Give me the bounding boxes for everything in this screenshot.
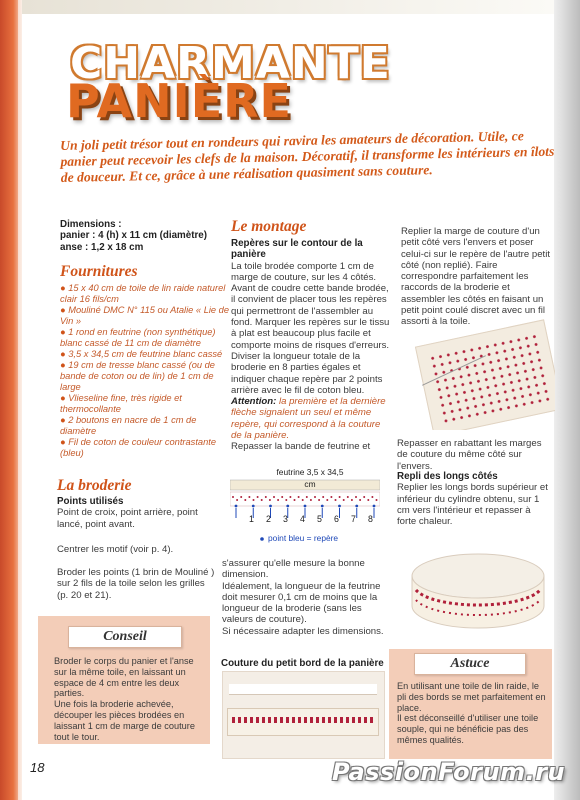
fourniture-item: ● 2 boutons en nacre de 1 cm de diamètre	[60, 415, 197, 436]
dimensions-block	[60, 219, 230, 253]
repere-dot	[304, 505, 307, 508]
astuce-p1: En utilisant une toile de lin raide, le pli des bords se met parfaitement en place.	[397, 681, 546, 713]
montage-block-2	[222, 558, 387, 637]
embroidery-dot	[261, 499, 263, 501]
repere-dot	[269, 505, 272, 508]
embroidery-dot	[277, 499, 279, 501]
page-edge-right	[554, 0, 580, 800]
embroidery-dot	[306, 496, 308, 498]
embroidery-dot	[257, 496, 259, 498]
embroidery-dot	[339, 496, 341, 498]
fourniture-item: ● Vlieseline fine, très rigide et thermocollante	[60, 393, 182, 414]
embroidery-dot	[363, 496, 365, 498]
attention-note: Attention: la première et la dernière flèche signalent un seul et même repère, qui correspond à la couture de la panière.	[231, 396, 386, 442]
fourniture-item: ● Mouliné DMC N° 115 ou Atalie « Lie de Vin »	[60, 305, 230, 326]
embroidery-dot	[367, 499, 369, 501]
embroidery-dot	[351, 499, 353, 501]
fourniture-item: ● 1 rond en feutrine (non synthétique) blanc cassé de 11 cm de diamètre	[60, 327, 216, 348]
page-edge-top	[22, 0, 554, 14]
montage-p5: Idéalement, la longueur de la feutrine doit mesurer 0,1 cm de moins que la longueur de la broderie (sans les valeurs de couture).	[222, 580, 381, 626]
embroidery-dot	[244, 499, 246, 501]
repere-dot	[338, 505, 341, 508]
conseil-p1: Broder le corps du panier et l'anse sur la même toile, en laissant un espace de 4 cm entre les deux parties.	[54, 656, 194, 699]
embroidery-dot	[376, 499, 378, 501]
embroidery-dot	[253, 499, 255, 501]
embroidery-motif	[428, 332, 550, 423]
legend-dot	[260, 537, 264, 541]
embroidery-dot	[347, 496, 349, 498]
cylinder-photo	[402, 528, 552, 640]
couture-photo	[222, 671, 385, 759]
stitch-row	[232, 717, 374, 723]
right-repli	[397, 471, 552, 527]
points-label: Points utilisés	[57, 496, 124, 507]
conseil-p2: Une fois la broderie achevée, découper les pièces brodées en laissant 1 cm de marge de couture tout le tour.	[54, 699, 195, 742]
watermark: PassionForum.ru	[332, 758, 566, 786]
right-p3: Replier les longs bords supérieur et inférieur du cylindre obtenu, sur 1 cm vers l'intérieur et repasser à forte chaleur.	[397, 482, 548, 528]
embroidery-dot	[343, 499, 345, 501]
repere-dot	[252, 505, 255, 508]
embroidery-dot	[310, 499, 312, 501]
embroidery-dot	[236, 499, 238, 501]
diagram-number: 8	[368, 514, 373, 524]
embroidery-dot	[318, 499, 320, 501]
embroidery-dot	[371, 496, 373, 498]
fourniture-item: ● 15 x 40 cm de toile de lin raide naturel clair 16 fils/cm	[60, 283, 226, 304]
embroidery-dot	[281, 496, 283, 498]
broderie-p2: Broder les points (1 brin de Mouliné ) sur 2 fils de la toile selon les grilles (p. 20 et 21).	[57, 567, 215, 601]
embroidery-dot	[269, 499, 271, 501]
embroidery-dot	[314, 496, 316, 498]
embroidery-dot	[335, 499, 337, 501]
embroidery-dot	[240, 496, 242, 498]
embroidery-dot	[326, 499, 328, 501]
embroidery-dot	[355, 496, 357, 498]
dimensions-label: Dimensions :	[60, 219, 122, 230]
dimensions-panier: panier : 4 (h) x 11 cm (diamètre)	[60, 230, 208, 242]
montage-block	[231, 238, 391, 453]
dimensions-anse: anse : 1,2 x 18 cm	[60, 241, 144, 253]
embroidery-dot	[302, 499, 304, 501]
embroidery-dot	[265, 496, 267, 498]
attention-label: Attention:	[231, 396, 277, 408]
linen-band	[227, 708, 379, 736]
fabric-photo	[415, 318, 555, 430]
montage-p1: La toile brodée comporte 1 cm de marge de couture, sur les 4 côtés. Avant de coudre cette bande brodée, il convient de placer tous les repères qui permettront de l'assembler au fond. Marquer les repères sur le tissu à plat est beaucoup plus facile et comporte moins de risques d'erreurs.	[231, 260, 390, 351]
couture-bord-heading: Couture du petit bord de la panière	[221, 658, 384, 669]
points-text: Point de croix, point arrière, point lancé, point avant.	[57, 507, 198, 530]
conseil-label: Conseil	[68, 626, 182, 648]
right-p2: Repasser en rabattant les marges de couture du même côté sur l'envers.	[397, 438, 542, 472]
fourniture-item: ● Fil de coton de couleur contrastante (bleu)	[60, 437, 217, 458]
repere-dot	[321, 505, 324, 508]
fournitures-list	[60, 283, 230, 459]
embroidery-dot	[330, 496, 332, 498]
felt-strip	[229, 684, 377, 695]
repere-dot	[286, 505, 289, 508]
fabric-swatch	[415, 319, 555, 430]
diagram-number: 2	[266, 514, 271, 524]
title-line2: PANIÈRE	[66, 74, 292, 128]
astuce-p2: Il est déconseillé d'utiliser une toile souple, qui ne bénéficie pas des mêmes qualités.	[397, 713, 539, 745]
diagram-legend: point bleu = repère	[268, 533, 339, 543]
diagram-number: 1	[249, 514, 254, 524]
diagram-number: 6	[334, 514, 339, 524]
broderie-block	[57, 496, 217, 530]
right-p1: Replier la marge de couture d'un petit côté vers l'envers et poser celui-ci sur le repère de l'autre petit côté (non replié). Faire correspondre parfaitement les raccords de la broderie et assembler les côtés en faisant un petit point coulé discret avec un fil assorti à la toile.	[401, 226, 551, 328]
intro-text: Un joli petit trésor tout en rondeurs qui ravira les amateurs de décoration. Utile, ce panier peut recevoir les clefs de la maison. Décoratif, il transforme les intérieurs en îlots de douceur. Et ce, grâce à une réalisation quasiment sans couture.	[60, 128, 555, 185]
conseil-text	[54, 656, 204, 742]
montage-heading: Le montage	[231, 218, 307, 235]
embroidery-dot	[322, 496, 324, 498]
repere-dot	[235, 505, 238, 508]
repere-dot	[373, 505, 376, 508]
astuce-text	[397, 681, 549, 746]
broderie-heading: La broderie	[57, 477, 132, 494]
embroidery-dot	[294, 499, 296, 501]
page-edge-left	[0, 0, 22, 800]
diagram-number: 7	[351, 514, 356, 524]
montage-sub: Repères sur le contour de la panière	[231, 238, 363, 261]
fourniture-item: ● 19 cm de tresse blanc cassé (ou de bande de coton ou de lin) de 1 cm de large	[60, 360, 215, 392]
montage-p2: Diviser la longueur totale de la broderie en 8 parties égales et indiquer chaque repère par 2 points arrière avec le fil de coton bleu.	[231, 350, 383, 396]
fournitures-heading: Fournitures	[60, 263, 138, 280]
embroidery-dot	[359, 499, 361, 501]
embroidery-dot	[232, 496, 234, 498]
montage-p3: Repasser la bande de feutrine et	[231, 441, 371, 453]
broderie-p1: Centrer les motif (voir p. 4).	[57, 544, 174, 555]
page-number: 18	[30, 760, 45, 775]
diagram-number: 3	[283, 514, 288, 524]
montage-p6: Si nécessaire adapter les dimensions.	[222, 625, 384, 637]
diagram-numbers	[236, 514, 376, 526]
diagram-number: 5	[317, 514, 322, 524]
astuce-label: Astuce	[414, 653, 526, 675]
fourniture-item: ● 3,5 x 34,5 cm de feutrine blanc cassé	[60, 349, 223, 359]
feutrine-label: feutrine 3,5 x 34,5 cm	[276, 467, 344, 489]
embroidery-dot	[248, 496, 250, 498]
title-line1: CHARMANTE	[70, 38, 391, 89]
montage-p4: s'assurer qu'elle mesure la bonne dimension.	[222, 558, 365, 581]
embroidery-dot	[289, 496, 291, 498]
repere-dot	[355, 505, 358, 508]
embroidery-dot	[285, 499, 287, 501]
embroidery-dot	[273, 496, 275, 498]
repli-label: Repli des longs côtés	[397, 471, 498, 482]
diagram-number: 4	[300, 514, 305, 524]
embroidery-dot	[298, 496, 300, 498]
